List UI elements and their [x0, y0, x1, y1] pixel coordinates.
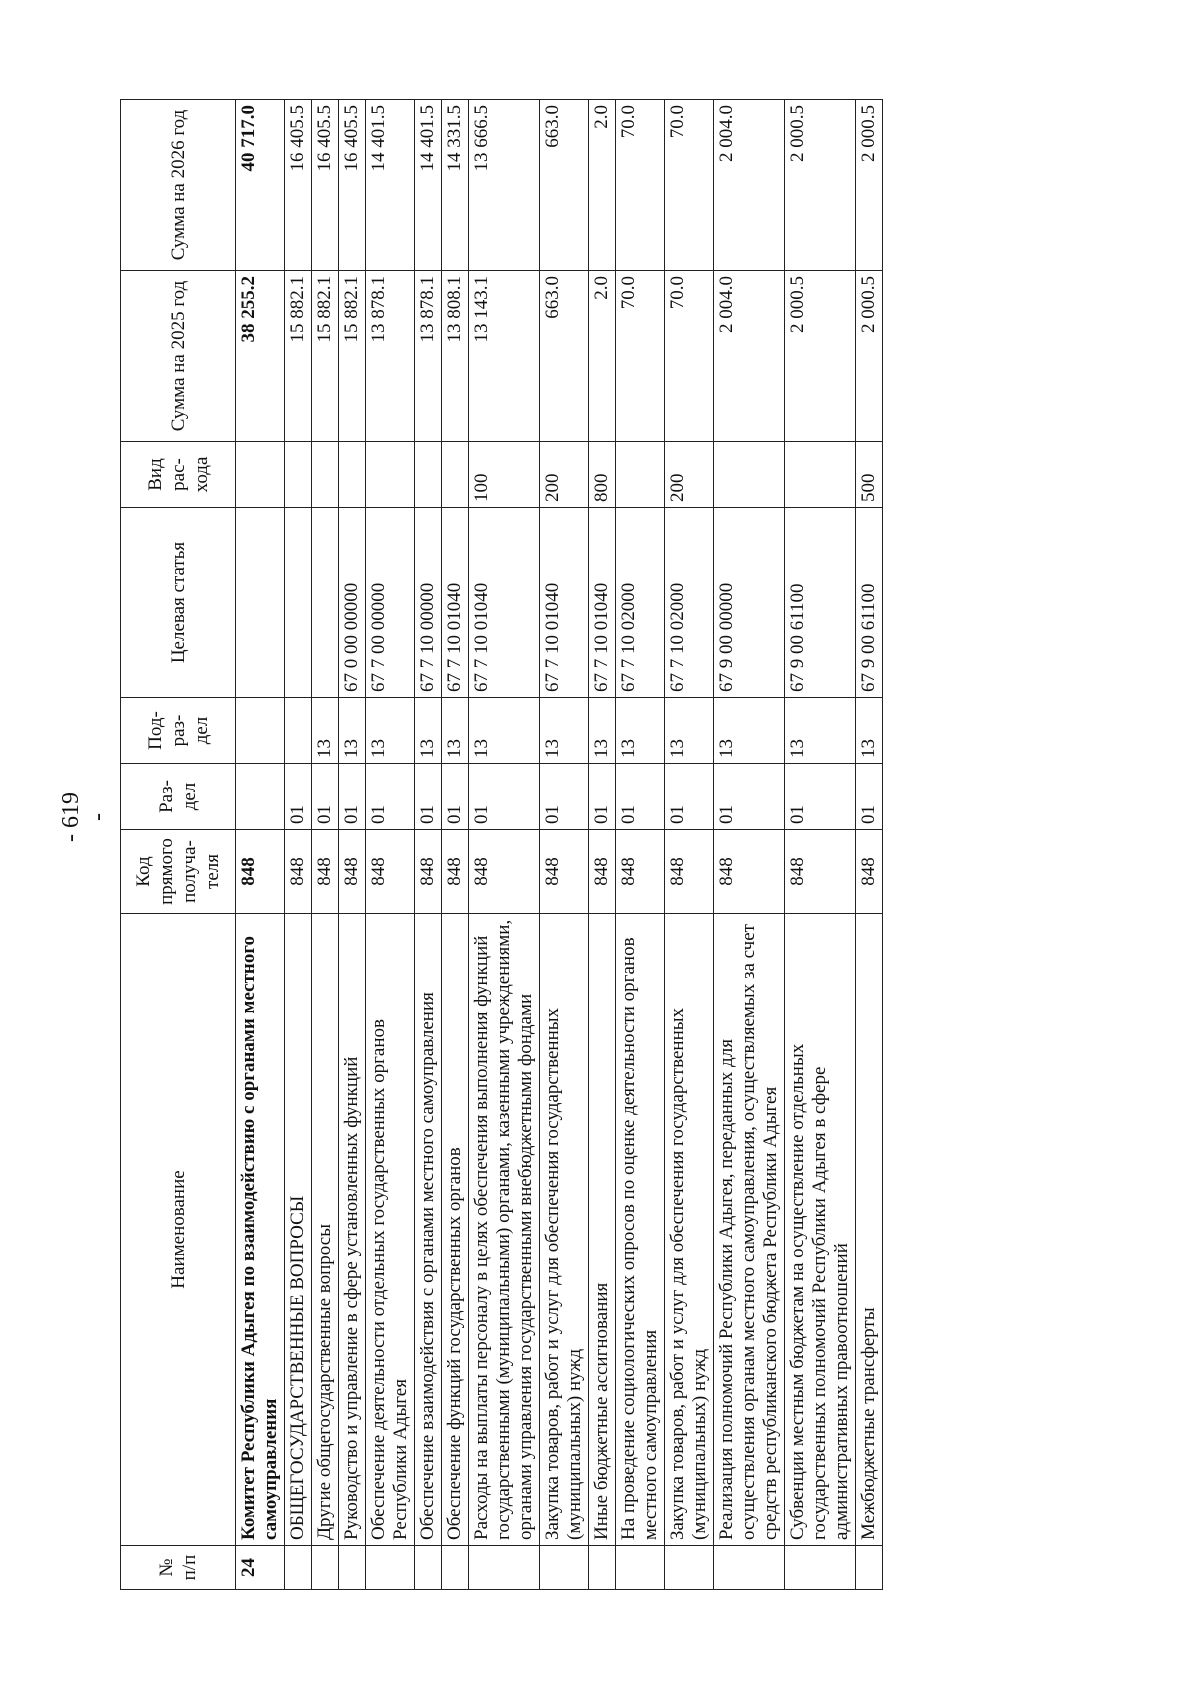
- table-row: [285, 100, 312, 1590]
- row-sum-2026: 14 401.5: [415, 100, 442, 271]
- row-recipient-code: 848: [339, 830, 366, 914]
- row-section: 01: [665, 764, 714, 830]
- budget-table: [120, 99, 883, 1590]
- row-name: Закупка товаров, работ и услуг для обеспечения государственных (муниципальных) нужд: [540, 914, 589, 1546]
- row-subsection: 13: [469, 698, 540, 764]
- row-recipient-code: 848: [415, 830, 442, 914]
- row-sum-2025: 70.0: [665, 271, 714, 442]
- row-name: Обеспечение взаимодействия с органами местного самоуправления: [415, 914, 442, 1546]
- row-target-article: 67 7 00 00000: [366, 508, 415, 698]
- row-subsection: 13: [415, 698, 442, 764]
- row-recipient-code: 848: [236, 830, 285, 914]
- row-section: 01: [469, 764, 540, 830]
- row-name: Обеспечение функций государственных органов: [442, 914, 469, 1546]
- row-sum-2025: 2 004.0: [714, 271, 785, 442]
- row-expense-type: [339, 442, 366, 508]
- row-sum-2026: 14 331.5: [442, 100, 469, 271]
- row-recipient-code: 848: [714, 830, 785, 914]
- row-expense-type: 200: [665, 442, 714, 508]
- row-recipient-code: 848: [856, 830, 883, 914]
- row-section: 01: [442, 764, 469, 830]
- row-subsection: 13: [540, 698, 589, 764]
- row-expense-type: 800: [589, 442, 616, 508]
- row-sum-2025: 13 878.1: [366, 271, 415, 442]
- row-sum-2025: 663.0: [540, 271, 589, 442]
- row-recipient-code: 848: [616, 830, 665, 914]
- row-sum-2025: 13 143.1: [469, 271, 540, 442]
- table-body: [236, 100, 883, 1590]
- row-sum-2026: 16 405.5: [312, 100, 339, 271]
- row-section: 01: [616, 764, 665, 830]
- row-section: 01: [339, 764, 366, 830]
- row-section: 01: [589, 764, 616, 830]
- row-subsection: 13: [442, 698, 469, 764]
- row-sum-2025: 13 808.1: [442, 271, 469, 442]
- row-sum-2025: 15 882.1: [285, 271, 312, 442]
- row-recipient-code: 848: [285, 830, 312, 914]
- row-subsection: 13: [665, 698, 714, 764]
- row-name: Межбюджетные трансферты: [856, 914, 883, 1546]
- row-target-article: 67 7 10 01040: [469, 508, 540, 698]
- table-row: [469, 100, 540, 1590]
- row-name: ОБЩЕГОСУДАРСТВЕННЫЕ ВОПРОСЫ: [285, 914, 312, 1546]
- row-name: Другие общегосударственные вопросы: [312, 914, 339, 1546]
- header-sum-2026: Сумма на 2026 год: [121, 100, 236, 271]
- row-sum-2025: 2 000.5: [856, 271, 883, 442]
- row-name: На проведение социологических опросов по оценке деятельности органов местного самоуправления: [616, 914, 665, 1546]
- row-sum-2026: 2 000.5: [785, 100, 856, 271]
- row-subsection: 13: [785, 698, 856, 764]
- row-sum-2025: 2 000.5: [785, 271, 856, 442]
- row-target-article: 67 7 10 01040: [442, 508, 469, 698]
- row-number: [785, 1546, 856, 1590]
- row-sum-2025: 15 882.1: [312, 271, 339, 442]
- row-name: Комитет Республики Адыгея по взаимодействию с органами местного самоуправления: [236, 914, 285, 1546]
- row-expense-type: [714, 442, 785, 508]
- table-row: [540, 100, 589, 1590]
- row-subsection: 13: [714, 698, 785, 764]
- table-row: [856, 100, 883, 1590]
- row-recipient-code: 848: [312, 830, 339, 914]
- row-recipient-code: 848: [589, 830, 616, 914]
- row-subsection: [236, 698, 285, 764]
- row-target-article: [236, 508, 285, 698]
- row-target-article: 67 7 10 02000: [665, 508, 714, 698]
- row-section: 01: [540, 764, 589, 830]
- row-number: [856, 1546, 883, 1590]
- row-sum-2026: 16 405.5: [285, 100, 312, 271]
- row-section: 01: [285, 764, 312, 830]
- row-recipient-code: 848: [442, 830, 469, 914]
- row-subsection: 13: [589, 698, 616, 764]
- row-subsection: 13: [366, 698, 415, 764]
- row-target-article: [285, 508, 312, 698]
- row-sum-2026: 70.0: [616, 100, 665, 271]
- header-target: Целевая статья: [121, 508, 236, 698]
- page-number: - 619 -: [58, 792, 111, 842]
- table-row: [442, 100, 469, 1590]
- rotated-table-wrapper: [120, 100, 1180, 1590]
- row-section: 01: [312, 764, 339, 830]
- row-section: 01: [415, 764, 442, 830]
- row-expense-type: 200: [540, 442, 589, 508]
- row-target-article: 67 0 00 00000: [339, 508, 366, 698]
- row-name: Закупка товаров, работ и услуг для обеспечения государственных (муниципальных) нужд: [665, 914, 714, 1546]
- row-subsection: 13: [312, 698, 339, 764]
- row-recipient-code: 848: [469, 830, 540, 914]
- header-recipient: Код прямого получа-теля: [121, 830, 236, 914]
- row-recipient-code: 848: [785, 830, 856, 914]
- row-name: Обеспечение деятельности отдельных государственных органов Республики Адыгея: [366, 914, 415, 1546]
- row-target-article: 67 7 10 01040: [540, 508, 589, 698]
- row-section: 01: [785, 764, 856, 830]
- row-target-article: 67 7 10 01040: [589, 508, 616, 698]
- row-number: [540, 1546, 589, 1590]
- row-number: [366, 1546, 415, 1590]
- table-row: [415, 100, 442, 1590]
- row-expense-type: [442, 442, 469, 508]
- row-section: 01: [856, 764, 883, 830]
- row-expense-type: [312, 442, 339, 508]
- row-expense-type: [616, 442, 665, 508]
- row-sum-2026: 70.0: [665, 100, 714, 271]
- row-number: [312, 1546, 339, 1590]
- row-name: Субвенции местным бюджетам на осуществление отдельных государственных полномочий Республики Адыгея в сфере административных правоотношений: [785, 914, 856, 1546]
- row-number: [589, 1546, 616, 1590]
- row-recipient-code: 848: [540, 830, 589, 914]
- header-name: Наименование: [121, 914, 236, 1546]
- row-number: [714, 1546, 785, 1590]
- header-expense-type: Вид рас-хода: [121, 442, 236, 508]
- row-expense-type: 500: [856, 442, 883, 508]
- table-row: [714, 100, 785, 1590]
- row-expense-type: [366, 442, 415, 508]
- table-row: [589, 100, 616, 1590]
- row-sum-2026: 2.0: [589, 100, 616, 271]
- row-subsection: 13: [616, 698, 665, 764]
- row-subsection: 13: [856, 698, 883, 764]
- row-section: 01: [366, 764, 415, 830]
- row-target-article: 67 9 00 61100: [856, 508, 883, 698]
- row-number: [469, 1546, 540, 1590]
- row-sum-2025: 2.0: [589, 271, 616, 442]
- row-sum-2025: 38 255.2: [236, 271, 285, 442]
- row-expense-type: [415, 442, 442, 508]
- row-number: [442, 1546, 469, 1590]
- row-recipient-code: 848: [665, 830, 714, 914]
- row-subsection: 13: [339, 698, 366, 764]
- table-row: [236, 100, 285, 1590]
- row-sum-2026: 14 401.5: [366, 100, 415, 271]
- table-row: [785, 100, 856, 1590]
- row-expense-type: [785, 442, 856, 508]
- row-target-article: 67 9 00 61100: [785, 508, 856, 698]
- row-target-article: [312, 508, 339, 698]
- row-section: [236, 764, 285, 830]
- row-number: [339, 1546, 366, 1590]
- table-row: [665, 100, 714, 1590]
- row-sum-2026: 2 004.0: [714, 100, 785, 271]
- row-target-article: 67 9 00 00000: [714, 508, 785, 698]
- row-target-article: 67 7 10 02000: [616, 508, 665, 698]
- row-sum-2026: 13 666.5: [469, 100, 540, 271]
- table-row: [616, 100, 665, 1590]
- table-row: [366, 100, 415, 1590]
- row-name: Расходы на выплаты персоналу в целях обеспечения выполнения функций государственными (муниципальными) органами, казенными учреждениями, органами управления государственными внебюджетными фондами: [469, 914, 540, 1546]
- row-name: Иные бюджетные ассигнования: [589, 914, 616, 1546]
- row-recipient-code: 848: [366, 830, 415, 914]
- row-sum-2025: 13 878.1: [415, 271, 442, 442]
- row-name: Руководство и управление в сфере установленных функций: [339, 914, 366, 1546]
- row-section: 01: [714, 764, 785, 830]
- table-row: [339, 100, 366, 1590]
- table-row: [312, 100, 339, 1590]
- header-section: Раз-дел: [121, 764, 236, 830]
- table-header-row: [121, 100, 236, 1590]
- row-expense-type: 100: [469, 442, 540, 508]
- header-sum-2025: Сумма на 2025 год: [121, 271, 236, 442]
- header-no: № п/п: [121, 1546, 236, 1590]
- row-sum-2026: 2 000.5: [856, 100, 883, 271]
- row-sum-2025: 15 882.1: [339, 271, 366, 442]
- row-name: Реализация полномочий Республики Адыгея, переданных для осуществления органам местного самоуправления, осуществляемых за счет средств республиканского бюджета Республики Адыгея: [714, 914, 785, 1546]
- row-expense-type: [285, 442, 312, 508]
- row-sum-2026: 40 717.0: [236, 100, 285, 271]
- row-subsection: [285, 698, 312, 764]
- row-sum-2026: 16 405.5: [339, 100, 366, 271]
- row-number: [665, 1546, 714, 1590]
- row-sum-2026: 663.0: [540, 100, 589, 271]
- row-sum-2025: 70.0: [616, 271, 665, 442]
- row-number: [616, 1546, 665, 1590]
- row-target-article: 67 7 10 00000: [415, 508, 442, 698]
- header-subsection: Под-раз-дел: [121, 698, 236, 764]
- row-number: [415, 1546, 442, 1590]
- row-number: [285, 1546, 312, 1590]
- row-number: 24: [236, 1546, 285, 1590]
- row-expense-type: [236, 442, 285, 508]
